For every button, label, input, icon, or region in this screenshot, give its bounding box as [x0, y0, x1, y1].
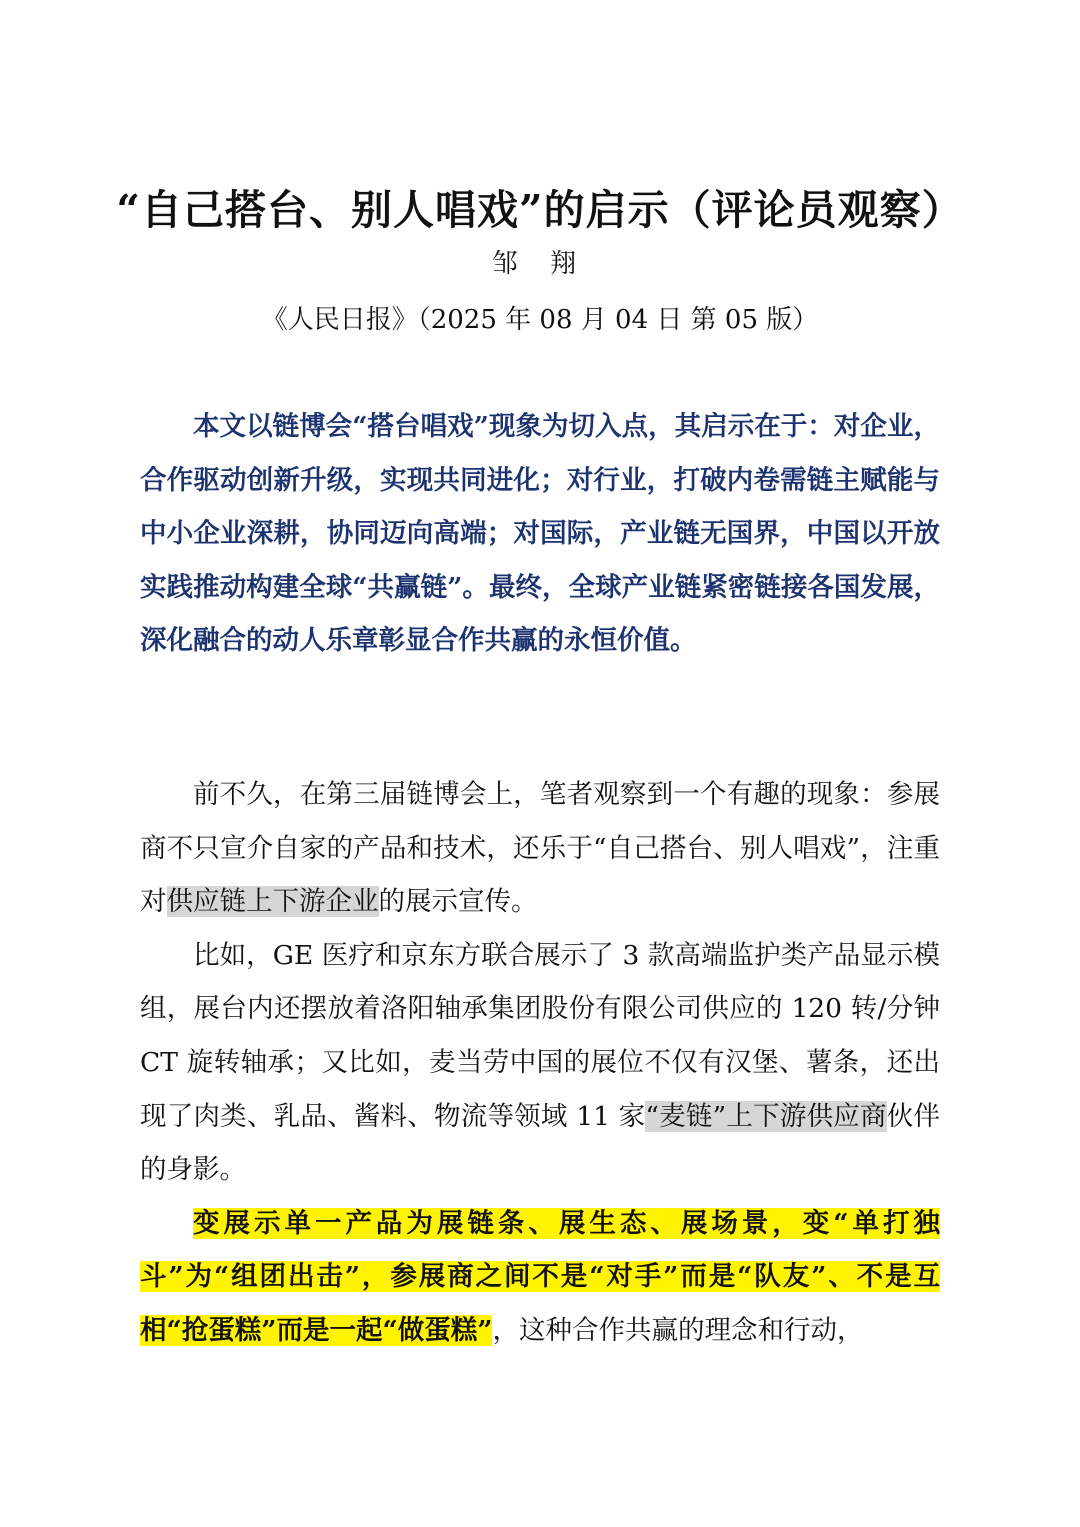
article-body	[140, 768, 940, 1358]
highlighted-text: 变展示单一产品为展链条、展生态、展场景，变“单打独斗”为“组团出击”，参展商之间不是“对手”而是“队友”、不是互相“抢蛋糕”而是一起“做蛋糕”	[140, 1207, 940, 1346]
paragraph-text: 比如，GE 医疗和京东方联合展示了 3 款高端监护类产品显示模组，展台内还摆放着洛阳轴承集团股份有限公司供应的 120 转/分钟 CT 旋转轴承；又比如，麦当劳中国的展位不仅有汉堡、薯条，还出现了肉类、乳品、酱料、物流等领域 11 家	[140, 939, 940, 1132]
article-author: 邹 翔	[491, 249, 589, 279]
paragraph-text: 前不久，在第三届链博会上，笔者观察到一个有趣的现象：参展商不只宣介自家的产品和技术，还乐于“自己搭台、别人唱戏”，注重对	[140, 779, 940, 918]
body-paragraph-2	[140, 929, 940, 1197]
paragraph-text: 伙伴的身影。	[140, 1100, 940, 1186]
paragraph-text: 的展示宣传。	[378, 886, 538, 918]
highlighted-text: “麦链”上下游供应商	[645, 1100, 887, 1132]
body-paragraph-1	[140, 768, 940, 929]
paragraph-text: ，这种合作共赢的理念和行动，	[492, 1314, 864, 1346]
article-abstract: 本文以链博会“搭台唱戏”现象为切入点，其启示在于：对企业，合作驱动创新升级，实现共同进化；对行业，打破内卷需链主赋能与中小企业深耕，协同迈向高端；对国际，产业链无国界，中国以开放实践推动构建全球“共赢链”。最终，全球产业链紧密链接各国发展，深化融合的动人乐章彰显合作共赢的永恒价值。	[140, 411, 940, 657]
highlighted-text: 供应链上下游企业	[166, 886, 379, 918]
article-source: 《人民日报》（2025 年 08 月 04 日 第 05 版）	[261, 305, 819, 335]
body-paragraph-3	[140, 1197, 940, 1358]
article-title: “自己搭台、别人唱戏”的启示（评论员观察）	[116, 186, 964, 234]
